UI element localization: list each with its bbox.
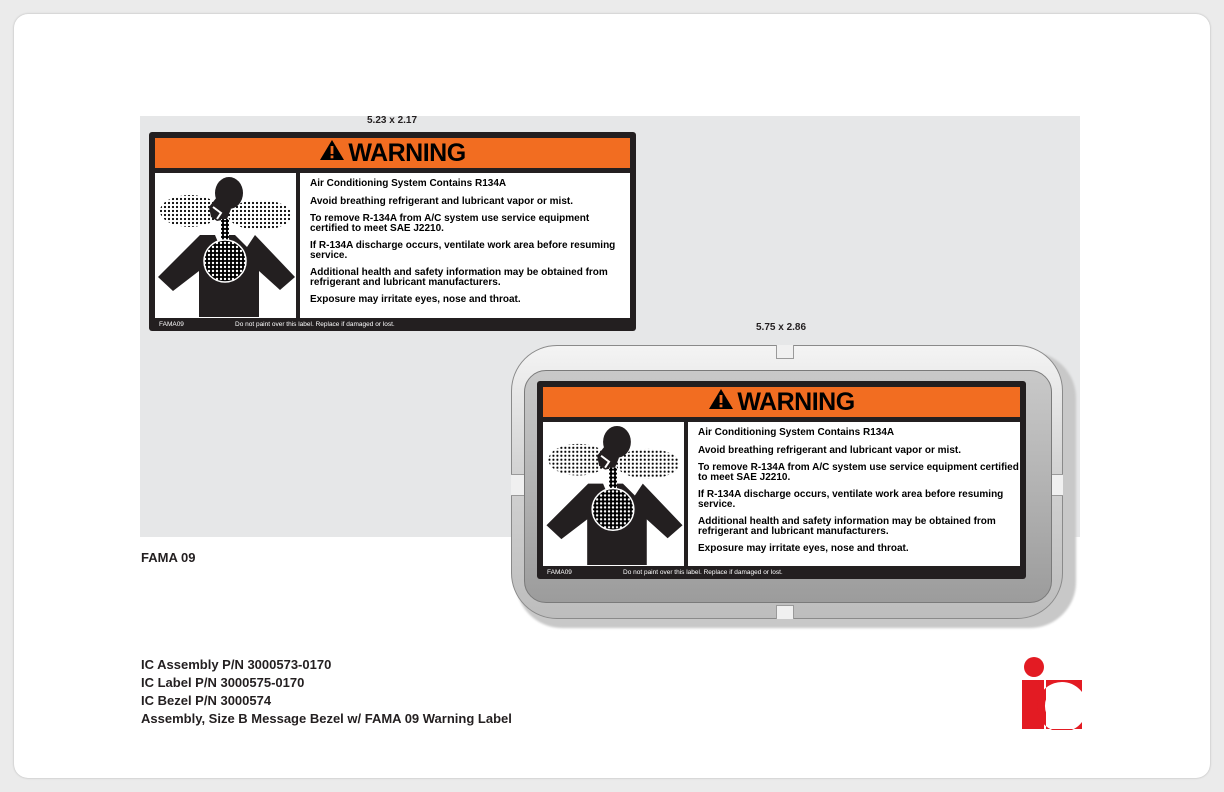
warning-title: WARNING: [737, 387, 855, 416]
label-footer-note: Do not paint over this label. Replace if damaged or lost.: [235, 321, 395, 328]
warning-line: Avoid breathing refrigerant and lubricant vapor or mist.: [310, 195, 574, 207]
warning-title: WARNING: [348, 138, 466, 167]
label-part-number: IC Label P/N 3000575-0170: [141, 675, 305, 690]
warning-header: [155, 138, 630, 168]
warning-line: To remove R-134A from A/C system use service equipment certified to meet SAE J2210.: [698, 462, 1019, 483]
warning-line: Exposure may irritate eyes, nose and throat.: [698, 543, 909, 554]
label-code: FAMA09: [547, 569, 572, 576]
label-footer-note: Do not paint over this label. Replace if damaged or lost.: [623, 569, 783, 576]
warning-triangle-icon: [319, 139, 345, 168]
warning-line: If R-134A discharge occurs, ventilate work area before resuming service.: [310, 240, 616, 261]
warning-line: Air Conditioning System Contains R134A: [310, 178, 507, 189]
warning-label-bezel: [537, 381, 1026, 579]
bezel-notch-bottom: [776, 605, 794, 619]
inhalation-hazard-pictogram: [543, 422, 684, 566]
warning-line: If R-134A discharge occurs, ventilate work area before resuming service.: [698, 489, 1004, 510]
warning-text-block: [688, 422, 1020, 566]
assembly-description: Assembly, Size B Message Bezel w/ FAMA 09 Warning Label: [141, 711, 512, 726]
bezel-part-number: IC Bezel P/N 3000574: [141, 693, 272, 708]
label-code: FAMA09: [159, 321, 184, 328]
warning-line: To remove R-134A from A/C system use service equipment certified to meet SAE J2210.: [310, 213, 590, 234]
assembly-part-number: IC Assembly P/N 3000573-0170: [141, 657, 332, 672]
warning-line: Additional health and safety information may be obtained from refrigerant and lubricant manufacturers.: [310, 267, 608, 288]
warning-line: Air Conditioning System Contains R134A: [698, 427, 895, 438]
model-name: FAMA 09: [141, 550, 196, 565]
inhalation-hazard-pictogram: [155, 173, 296, 318]
warning-text-block: [300, 173, 630, 318]
warning-line: Exposure may irritate eyes, nose and throat.: [310, 294, 521, 305]
warning-line: Avoid breathing refrigerant and lubricant vapor or mist.: [698, 444, 962, 456]
warning-label-small: [149, 132, 636, 331]
warning-header: [543, 387, 1020, 417]
warning-triangle-icon: [708, 388, 734, 417]
ic-logo: [1020, 656, 1084, 730]
warning-line: Additional health and safety information may be obtained from refrigerant and lubricant manufacturers.: [698, 516, 996, 537]
bezel-notch-left: [511, 474, 525, 496]
bezel-notch-top: [776, 345, 794, 359]
small-label-dimension: 5.23 x 2.17: [367, 115, 418, 126]
part-number-list: [141, 656, 512, 728]
bezel-label-dimension: 5.75 x 2.86: [756, 322, 807, 333]
